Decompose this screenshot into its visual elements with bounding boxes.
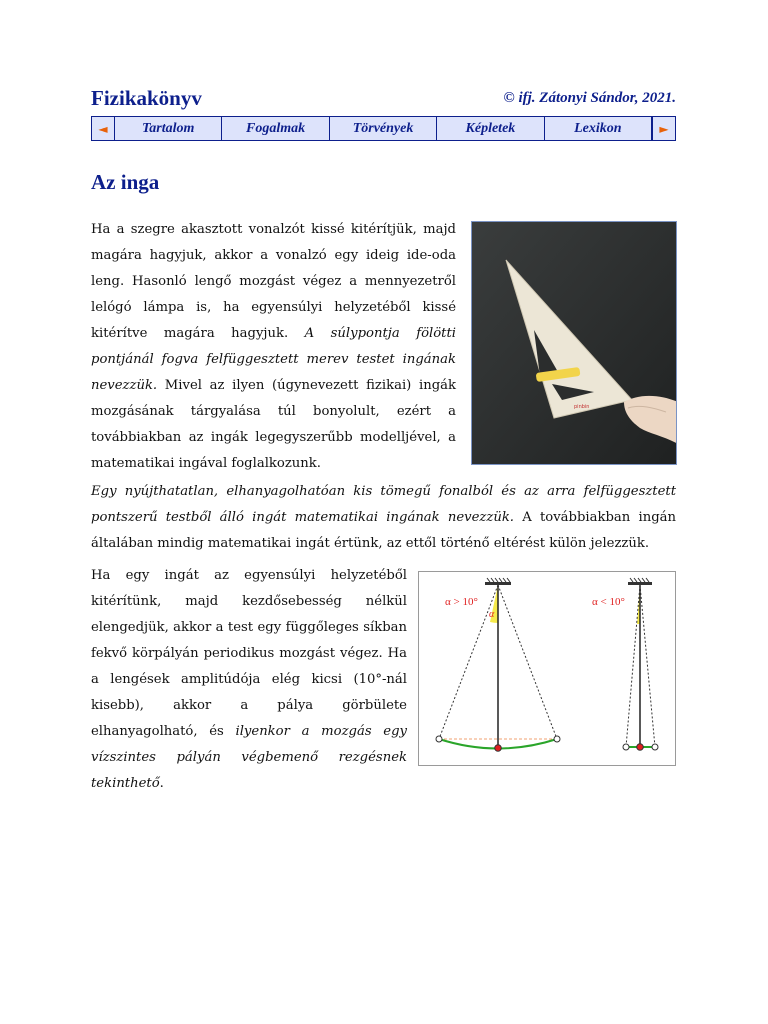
navigation-bar <box>91 116 676 141</box>
nav-item-tartalom[interactable]: Tartalom <box>115 117 222 140</box>
small-angle-label: α < 10° <box>592 596 625 608</box>
oscillation-text-a: Ha egy ingát az egyensúlyi helyzetéből kitérítünk, majd kezdősebesség nélkül elengedjük, akkor a test egy függőleges síkban fekvő körpályán periodikus mozgást végez. Ha a lengések amplitúdója elég kicsi (10°-nál kisebb), akkor a pálya görbülete elhanyagolható, és <box>91 568 407 739</box>
intro-text-a: Ha a szegre akasztott vonalzót kissé kitérítjük, majd magára hagyjuk, akkor a vonalzó egy ideig ide-oda leng. Hasonló lengő mozgást végez a mennyezetről lelógó lámpa is, ha egyensúlyi helyzetéből kissé kitérítve magára hagyjuk. <box>91 222 456 341</box>
intro-paragraph <box>91 217 456 477</box>
prev-page-icon[interactable]: ◄ <box>92 117 115 140</box>
math-pendulum-definition: Egy nyújthatatlan, elhanyagolhatóan kis tömegű fonalból és az arra felfüggesztett pontszerű testből álló ingát matematikai ingának nevezzük. <box>91 484 676 525</box>
next-page-icon[interactable]: ► <box>652 117 675 140</box>
math-pendulum-note: A továbbiakban ingán általában mindig matematikai ingát értünk, az ettől történő eltérést külön jelezzük. <box>91 510 676 551</box>
nav-item-lexikon[interactable]: Lexikon <box>545 117 652 140</box>
nav-item-kepletek[interactable]: Képletek <box>437 117 544 140</box>
svg-text:pinbin: pinbin <box>574 404 590 410</box>
physical-pendulum-definition: A súlypontja fölötti pontjánál fogva felfüggesztett merev testet ingának nevezzük. <box>91 326 456 393</box>
oscillation-text-end: . <box>159 776 164 791</box>
pendulum-diagram <box>418 571 676 766</box>
intro-text-c: Mivel az ilyen (úgynevezett fizikai) ingák mozgásának tárgyalása túl bonyolult, ezért a továbbiakban az ingák legegyszerűbb modelljével, a matematikai ingával foglalkozunk. <box>91 378 456 471</box>
large-angle-label: α > 10° <box>445 596 478 608</box>
alpha-symbol: α <box>489 609 495 620</box>
nav-item-torvenyek[interactable]: Törvények <box>330 117 437 140</box>
oscillation-conclusion: ilyenkor a mozgás egy vízszintes pályán végbemenő rezgésnek tekinthető <box>91 724 407 791</box>
page-title: Az inga <box>91 170 160 194</box>
book-title: Fizikakönyv <box>91 86 202 110</box>
nav-item-fogalmak[interactable]: Fogalmak <box>222 117 329 140</box>
copyright-notice: © ifj. Zátonyi Sándor, 2021. <box>503 90 676 106</box>
math-pendulum-paragraph <box>91 479 676 557</box>
ruler-pendulum-photo <box>471 221 677 465</box>
oscillation-paragraph <box>91 563 407 797</box>
small-angle-pendulum <box>623 578 658 750</box>
